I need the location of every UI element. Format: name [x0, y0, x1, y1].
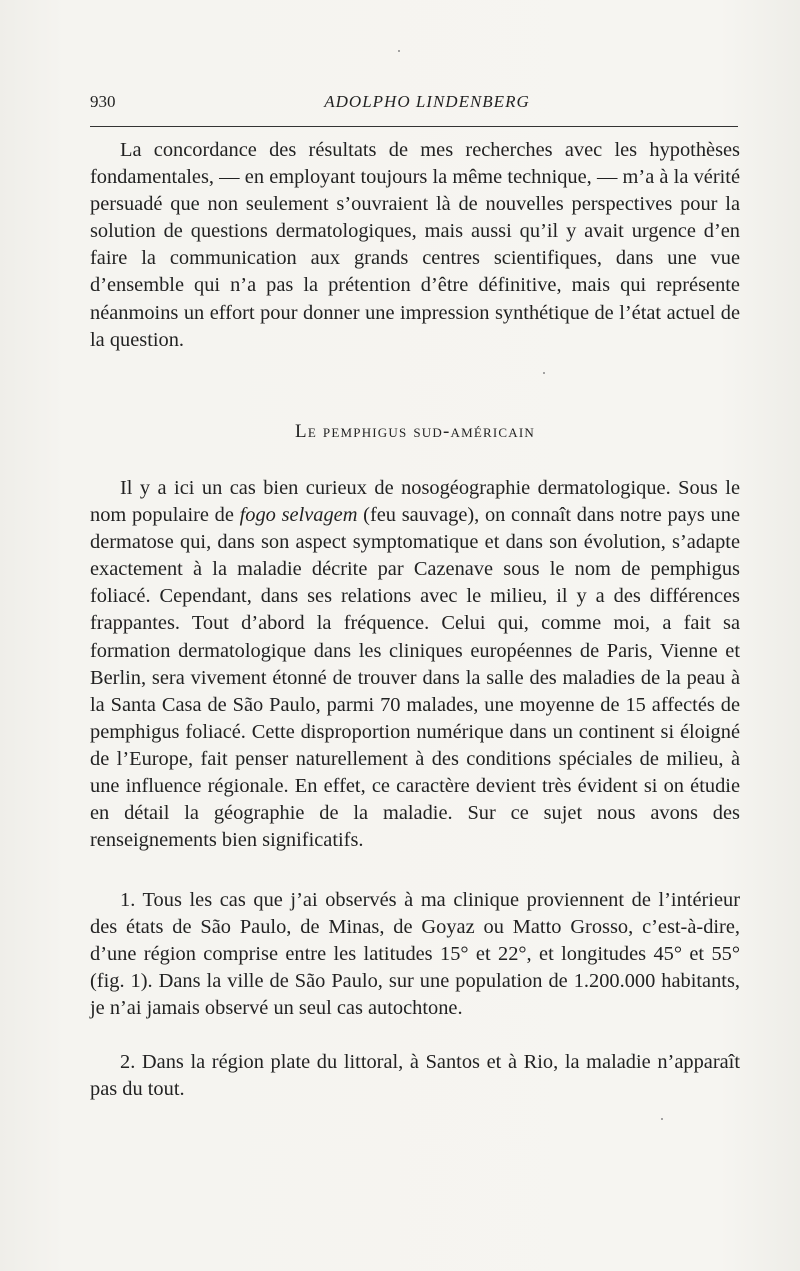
paragraph-text [90, 475, 740, 854]
paper-speck [398, 50, 400, 52]
paragraph-text: 2. Dans la région plate du littoral, à Santos et à Rio, la maladie n’apparaît pas du tout. [90, 1051, 740, 1101]
section-heading [90, 421, 740, 443]
paragraph-text-start: Il y a ici un cas bien curieux de nosogéographie dermatologique. Sous le nom populaire de [90, 477, 740, 527]
page-header [90, 92, 738, 120]
intro-paragraph [90, 137, 740, 354]
numbered-paragraph-2 [90, 1049, 740, 1103]
running-title: ADOLPHO LINDENBERG [324, 92, 530, 111]
paragraph-text: 1. Tous les cas que j’ai observés à ma clinique proviennent de l’intérieur des états de São Paulo, de Minas, de Goyaz ou Matto Grosso, c’est-à-dire, d’une région comprise entre les latitudes 15° et 22°, et longitudes 45° et 55° (fig. 1). Dans la ville de São Paulo, sur une population de 1.200.000 habitants, je n’ai jamais observé un seul cas autochtone. [90, 889, 740, 1020]
paper-speck [661, 1118, 663, 1120]
paragraph-text: La concordance des résultats de mes recherches avec les hypothèses fondamentales, — en employant toujours la même technique, — m’a à la vérité persuadé que non seulement s’ouvraient là de nouvelles perspectives pour la solution de questions dermatologiques, mais aussi qu’il y avait urgence d’en faire la communication aux grands centres scientifiques, dans une vue d’ensemble qui n’a pas la prétention d’être définitive, mais qui représente néanmoins un effort pour donner une impression synthétique de l’état actuel de la question. [90, 139, 740, 351]
header-rule [90, 126, 738, 127]
paper-speck [543, 372, 545, 374]
page-number: 930 [90, 92, 116, 111]
section-paragraph [90, 475, 740, 854]
italic-term: fogo selvagem [239, 504, 358, 527]
numbered-paragraph-1 [90, 887, 740, 1022]
paragraph-text-end: (feu sauvage), on connaît dans notre pays une dermatose qui, dans son aspect symptomatique et dans son évolution, s’adapte exactement à la maladie décrite par Cazenave sous le nom de pemphigus foliacé. Cependant, dans ses relations avec le milieu, il y a des différences frappantes. Tout d’abord la fréquence. Celui qui, comme moi, a fait sa formation dermatologique dans les cliniques européennes de Paris, Vienne et Berlin, sera vivement étonné de trouver dans la salle des maladies de la peau à la Santa Casa de São Paulo, parmi 70 malades, une moyenne de 15 affectés de pemphigus foliacé. Cette disproportion numérique dans un continent si éloigné de l’Europe, fait penser naturellement à des conditions spéciales de milieu, à une influence régionale. En effet, ce caractère devient très évident si on étudie en détail la géographie de la maladie. Sur ce sujet nous avons des renseignements bien significatifs. [90, 504, 740, 852]
section-title: Le pemphigus sud-américain [295, 421, 535, 442]
